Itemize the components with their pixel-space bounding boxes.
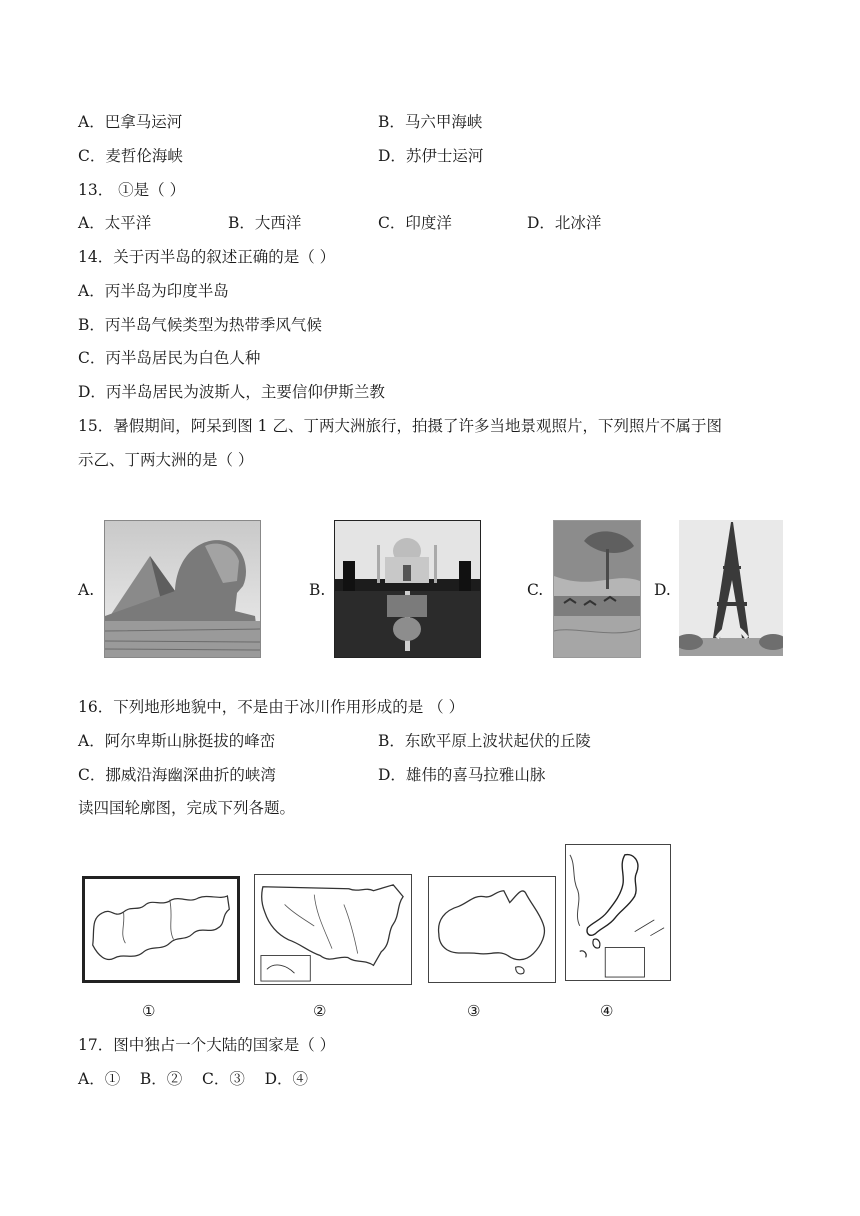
q13-stem: 13． ①是（ ）	[78, 181, 186, 199]
q14-option-b: B．丙半岛气候类型为热带季风气候	[78, 316, 322, 334]
q13-option-d: D．北冰洋	[527, 214, 602, 232]
japan-outline-map	[565, 844, 671, 981]
q16-option-d: D．雄伟的喜马拉雅山脉	[378, 766, 546, 784]
savanna-photo	[553, 520, 641, 658]
q14-option-c: C．丙半岛居民为白色人种	[78, 349, 261, 367]
taj-mahal-photo	[334, 520, 481, 658]
q12-option-c: C．麦哲伦海峡	[78, 147, 183, 165]
q15-option-d-label: D.	[654, 581, 671, 599]
q16-stem: 16．下列地形地貌中，不是由于冰川作用形成的是 （ ）	[78, 698, 465, 716]
q12-option-a: A．巴拿马运河	[78, 113, 183, 131]
q12-option-d: D．苏伊士运河	[378, 147, 484, 165]
q13-option-a: A．太平洋	[78, 214, 152, 232]
q16-option-a: A．阿尔卑斯山脉挺拔的峰峦	[78, 732, 276, 750]
q17-options: A．① B．② C．③ D．④	[78, 1070, 308, 1088]
q16-option-c: C．挪威沿海幽深曲折的峡湾	[78, 766, 276, 784]
usa-outline-map	[254, 874, 412, 985]
russia-outline-map	[82, 876, 240, 983]
q12-option-b: B．马六甲海峡	[378, 113, 483, 131]
q14-stem: 14．关于丙半岛的叙述正确的是（ ）	[78, 248, 336, 266]
q17-stem: 17．图中独占一个大陆的国家是（ ）	[78, 1036, 336, 1054]
map-intro-text: 读四国轮廓图，完成下列各题。	[78, 799, 296, 817]
map-label-4: ④	[600, 1002, 614, 1020]
q15-stem-line2: 示乙、丁两大洲的是（ ）	[78, 451, 254, 469]
q15-option-c-label: C.	[527, 581, 544, 599]
q13-option-b: B．大西洋	[228, 214, 302, 232]
australia-outline-map	[428, 876, 556, 983]
map-label-2: ②	[313, 1002, 327, 1020]
q13-option-c: C．印度洋	[378, 214, 452, 232]
map-label-1: ①	[142, 1002, 156, 1020]
q15-stem-line1: 15．暑假期间，阿呆到图 1 乙、丁两大洲旅行，拍摄了许多当地景观照片，下列照片不属于图	[78, 417, 722, 435]
q16-option-b: B．东欧平原上波状起伏的丘陵	[378, 732, 591, 750]
q15-option-a-label: A.	[78, 581, 95, 599]
q14-option-d: D．丙半岛居民为波斯人，主要信仰伊斯兰教	[78, 383, 385, 401]
q14-option-a: A．丙半岛为印度半岛	[78, 282, 229, 300]
q15-option-b-label: B.	[309, 581, 326, 599]
map-label-3: ③	[467, 1002, 481, 1020]
sphinx-photo	[104, 520, 261, 658]
eiffel-tower-photo	[679, 520, 783, 656]
